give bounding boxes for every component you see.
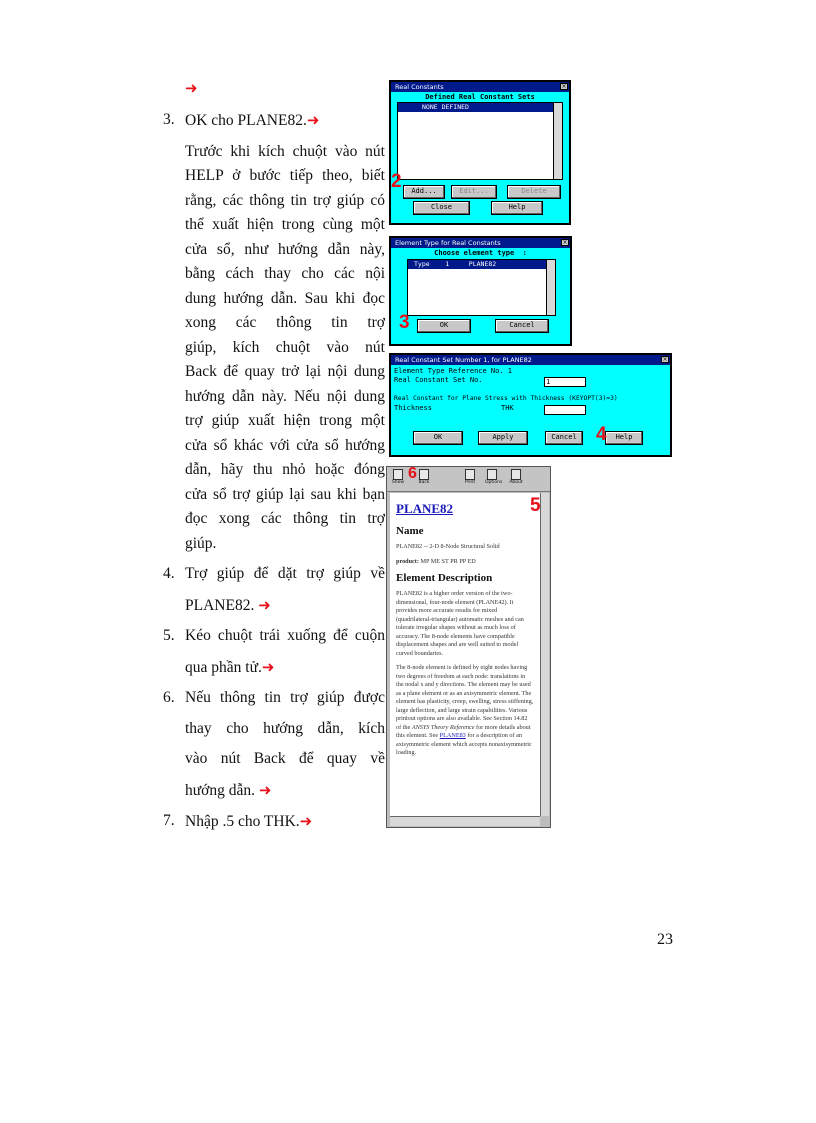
scrollbar[interactable] [546, 260, 555, 315]
cancel-button[interactable]: Cancel [495, 319, 549, 333]
step-3-note [163, 140, 385, 557]
step-arrow-icon: ➜ [261, 657, 275, 676]
note-line: cửa sổ trợ giúp lại sau khi bạn [185, 485, 385, 503]
about-button[interactable] [509, 469, 523, 485]
description-heading: Element Description [396, 572, 493, 584]
step-text: OK cho PLANE82. [185, 112, 307, 129]
step-7 [163, 809, 385, 835]
callout-label: 4 [596, 424, 607, 445]
note-line: Back để quay trở lại nội dung [185, 363, 385, 380]
set-number-label: Real Constant Set No. [394, 376, 483, 384]
callout-label: 6 [408, 465, 417, 482]
window-title: Real Constants [395, 83, 444, 91]
note-line: giúp, kích chuột vào nút [185, 338, 385, 356]
note-line: dẫn, hãy thu nhỏ hoặc đóng [185, 461, 385, 478]
add-button[interactable]: Add... [403, 185, 445, 199]
close-button[interactable]: Close [413, 201, 470, 215]
toolbar-label: Print [464, 480, 476, 485]
toolbar-label: Show [391, 480, 405, 485]
window-title: Element Type for Real Constants [395, 239, 501, 247]
plane83-link[interactable]: PLANE83 [439, 732, 466, 739]
list-item[interactable]: NONE DEFINED [398, 103, 554, 112]
list-item[interactable]: Type 1 PLANE82 [408, 260, 547, 269]
step-text: vào nút Back để quay về [185, 750, 385, 767]
product-text: MP ME ST PR PP ED [420, 557, 476, 565]
step-number: 7. [163, 812, 175, 829]
show-button[interactable] [391, 469, 405, 485]
step-text: qua phần tử. [185, 658, 262, 676]
step-4 [163, 562, 385, 618]
toolbar-label: Options [485, 480, 503, 485]
paragraph-text: The 8-node element is defined by eight nodes having two degrees of freedom at each node: translations in the nodal x and y directions. The element may be used as a plane element or as an axisymmetric element. The element has plasticity, creep, swelling, stress stiffening, large deflection, and large strain capabilities. Various printout options are also available. See Section 14.82 of the [396, 664, 534, 731]
step-text: PLANE82. [185, 596, 255, 614]
name-text: PLANE82 -- 2-D 8-Node Structural Solid [396, 543, 500, 550]
note-line: bằng cách thay cho các nội [185, 265, 385, 282]
options-icon [487, 469, 497, 480]
reference-title: ANSYS Theory Reference [411, 723, 475, 731]
callout-label: 5 [530, 495, 541, 516]
step-arrow-icon: ➜ [185, 79, 198, 97]
cancel-button[interactable]: Cancel [545, 431, 583, 445]
page-number: 23 [657, 931, 673, 948]
close-icon[interactable]: × [562, 239, 568, 246]
product-label: product: [396, 557, 419, 565]
plane-stress-label: Real Constant for Plane Stress with Thickness (KEYOPT(3)=3) [394, 395, 618, 402]
step-text: Nếu thông tin trợ giúp được [185, 689, 385, 706]
note-line: cửa sổ, như hướng dẫn này, [185, 240, 385, 258]
name-heading: Name [396, 525, 424, 537]
scrollbar[interactable] [553, 103, 562, 179]
note-line: đọc xong các thông tin trợ [185, 510, 385, 527]
step-number: 4. [163, 565, 175, 582]
step-5 [163, 624, 385, 680]
note-line: trợ giúp xuất hiện trong một [185, 412, 385, 429]
note-line: xong các thông tin trợ [185, 314, 385, 331]
show-icon [393, 469, 403, 480]
set-number-field[interactable]: 1 [544, 377, 586, 387]
note-line: Trước khi kích chuột vào nút [185, 142, 385, 160]
list-header: Defined Real Constant Sets [425, 93, 535, 101]
instruction-text [163, 108, 385, 835]
help-content [390, 493, 540, 816]
thk-field[interactable] [544, 405, 586, 415]
step-text: hướng dẫn. [185, 781, 255, 799]
step-number: 5. [163, 627, 175, 644]
note-line: giúp. [185, 534, 217, 552]
description-paragraph [396, 664, 534, 758]
about-icon [511, 469, 521, 480]
step-arrow-icon: ➜ [258, 595, 271, 614]
callout-label: 3 [399, 312, 410, 333]
step-text: thay cho hướng dẫn, kích [185, 719, 385, 737]
window-titlebar [391, 82, 569, 92]
help-window [386, 466, 551, 828]
real-constant-sets-list[interactable] [397, 102, 563, 180]
back-icon [419, 469, 429, 480]
step-arrow-icon: ➜ [306, 111, 320, 129]
step-text: Nhập .5 cho THK. [185, 813, 300, 830]
note-line: HELP ở bước tiếp theo, biết [185, 167, 385, 184]
element-type-window [389, 236, 572, 346]
step-number: 3. [163, 111, 175, 128]
note-line: thể xuất hiện trong cùng một [185, 216, 385, 233]
apply-button[interactable]: Apply [478, 431, 528, 445]
print-icon [465, 469, 475, 480]
help-button[interactable]: Help [605, 431, 643, 445]
product-line [396, 558, 534, 567]
delete-button[interactable]: Delete [507, 185, 561, 199]
window-titlebar [391, 238, 570, 248]
back-button[interactable] [417, 469, 431, 485]
vertical-scrollbar[interactable] [540, 493, 549, 816]
edit-button[interactable]: Edit... [451, 185, 497, 199]
ok-button[interactable]: OK [417, 319, 471, 333]
toolbar-label: About [509, 480, 523, 485]
element-type-list[interactable] [407, 259, 556, 316]
step-text: Kéo chuột trái xuống để cuộn [185, 627, 385, 644]
real-constants-window [389, 80, 571, 225]
window-titlebar [391, 355, 670, 365]
note-line: rằng, các thông tin trợ giúp có [185, 191, 385, 209]
toolbar-label: Back [418, 480, 430, 485]
step-arrow-icon: ➜ [299, 812, 313, 830]
note-line: cửa sổ khác với cửa sổ hướng [185, 436, 385, 454]
paragraph-text: for more details about this element. See [396, 723, 531, 739]
close-icon[interactable]: × [662, 356, 668, 363]
thickness-label: Thickness [394, 404, 432, 412]
options-button[interactable] [485, 469, 503, 485]
ok-button[interactable]: OK [413, 431, 463, 445]
print-button[interactable] [463, 469, 477, 485]
list-header: Choose element type : [434, 249, 527, 257]
window-title: Real Constant Set Number 1, for PLANE82 [395, 356, 532, 364]
thk-label: THK [501, 404, 514, 412]
element-type-ref: Element Type Reference No. 1 [394, 367, 513, 375]
callout-label: 2 [391, 171, 402, 192]
horizontal-scrollbar[interactable] [390, 816, 540, 826]
paragraph-text: for a description of an axisymmetric element which accepts nonaxisymmetric loading. [396, 732, 532, 756]
help-button[interactable]: Help [491, 201, 543, 215]
note-line: dung hướng dẫn. Sau khi đọc [185, 289, 385, 307]
note-line: hướng dẫn này. Nếu nội dung [185, 387, 385, 405]
real-constant-set-window [389, 353, 672, 457]
description-paragraph: PLANE82 is a higher order version of the two-dimensional, four-node element (PLANE42). It provides more accurate results for mixed (quadrilateral-triangular) automatic meshes and can tolerate irregular shapes without as much loss of accuracy. The 8-node elements have compatible displacement shapes and are well suited to model curved boundaries. [396, 590, 524, 657]
close-icon[interactable]: × [561, 83, 567, 90]
step-text: Trợ giúp để dặt trợ giúp về [185, 565, 385, 582]
step-6 [163, 686, 385, 803]
step-arrow-icon: ➜ [258, 780, 272, 799]
step-3 [163, 108, 385, 134]
help-title-link[interactable]: PLANE82 [396, 501, 454, 516]
step-number: 6. [163, 689, 175, 706]
